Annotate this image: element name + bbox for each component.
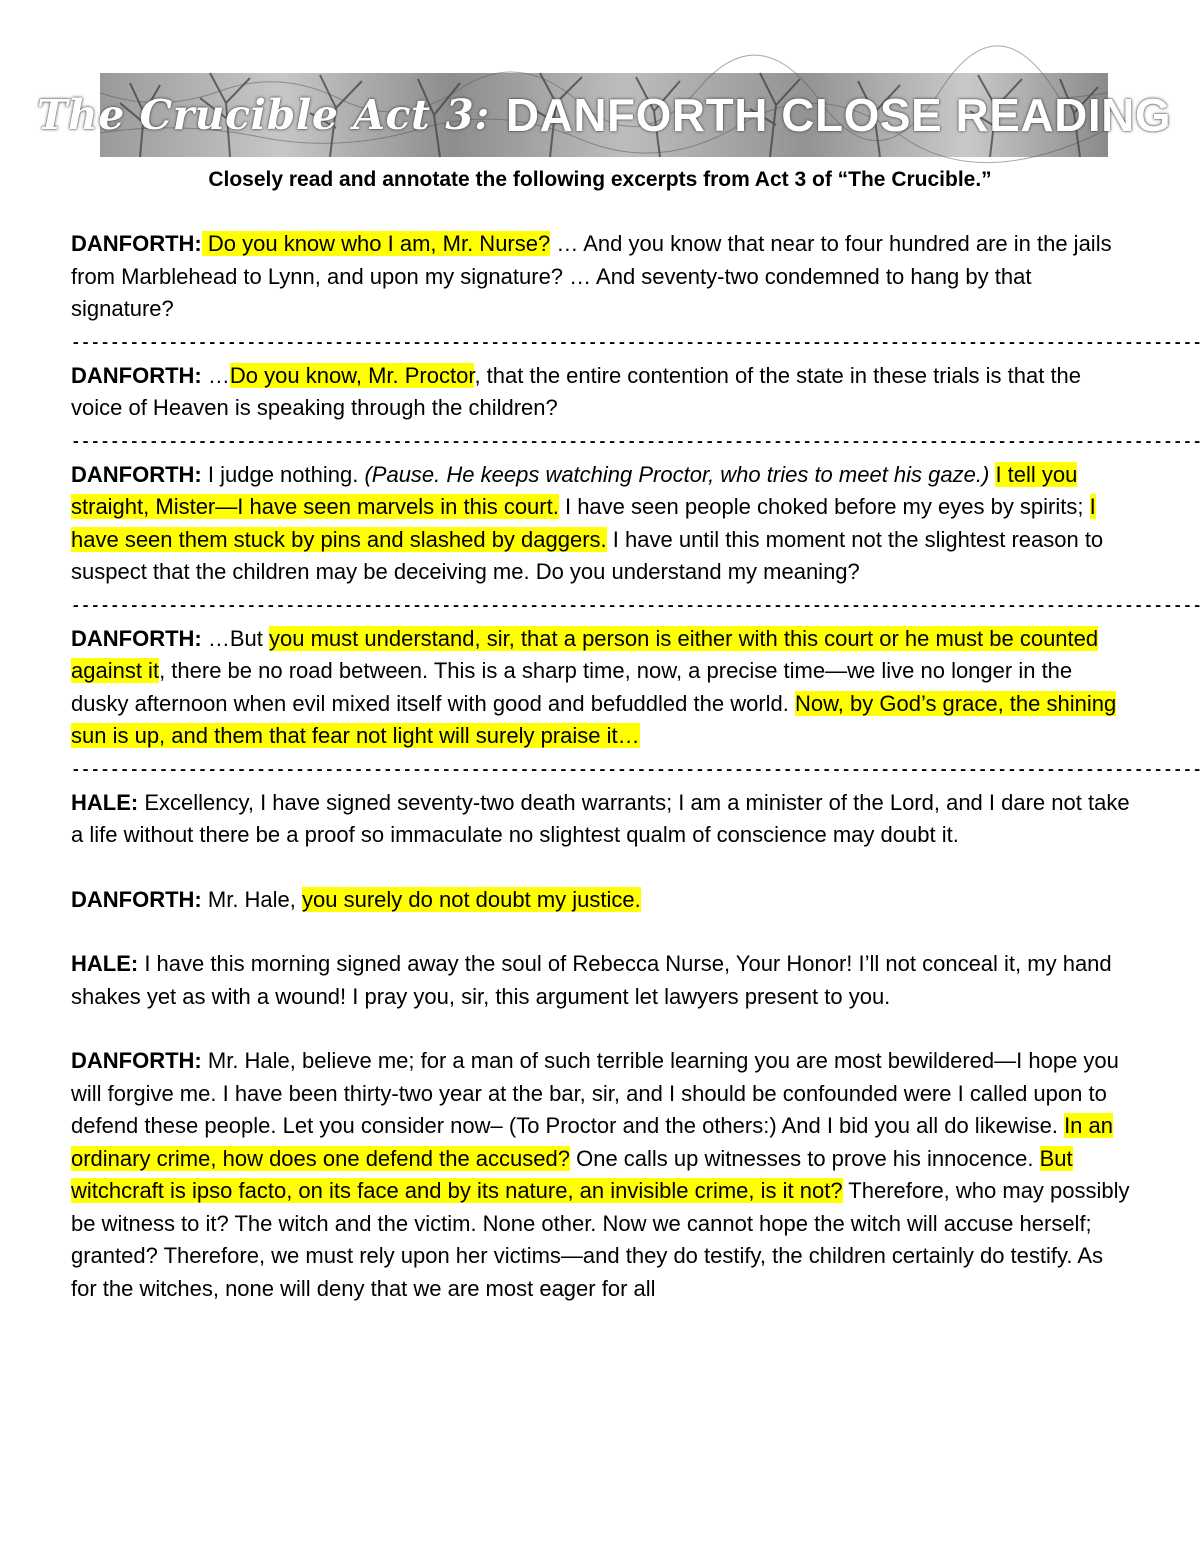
excerpt-paragraph [71, 787, 1133, 852]
banner-title [36, 73, 1172, 157]
highlighted-text: Do you know who I am, Mr. Nurse? [201, 231, 551, 256]
dashed-separator: -------------------------------------------------------------------------------------------------------------------- [71, 333, 1202, 352]
excerpt-text: I have until this moment not the slightest reason to suspect that the children may be deceiving me. Do you understand my meaning? [71, 526, 1104, 584]
highlighted-text: Do you know, Mr. Proctor [229, 362, 475, 388]
speaker-name: DANFORTH: [71, 362, 202, 388]
excerpt-text: I judge nothing. [201, 461, 365, 487]
highlighted-text: I have seen them stuck by pins and slashed by daggers. [71, 494, 1096, 552]
banner-bold-title: DANFORTH CLOSE READING [505, 89, 1172, 141]
excerpt-text: One calls up witnesses to prove his innocence. [569, 1145, 1040, 1171]
excerpt-text: , that the entire contention of the state in these trials is that the voice of Heaven is speaking through the children? [71, 362, 1082, 420]
title-banner [36, 73, 1172, 157]
speaker-name: DANFORTH: [71, 625, 202, 651]
dashed-separator: -------------------------------------------------------------------------------------------------------------------- [71, 760, 1202, 779]
excerpt-text: I have this morning signed away the soul of Rebecca Nurse, Your Honor! I’ll not conceal it, my hand shakes yet as with a wound! I pray you, sir, this argument let lawyers present to you. [71, 951, 1112, 1009]
excerpt-text: Excellency, I have signed seventy-two death warrants; I am a minister of the Lord, and I dare not take a life without there be a proof so immaculate no slightest qualm of conscience may doubt it. [71, 789, 1130, 847]
excerpt-paragraph [71, 1045, 1133, 1305]
banner-script-title: The Crucible Act 3: [36, 91, 490, 139]
excerpt-text: … [201, 362, 230, 388]
highlighted-text: I tell you straight, Mister—I have seen marvels in this court. [71, 461, 1078, 519]
dashed-separator: -------------------------------------------------------------------------------------------------------------------- [71, 432, 1202, 451]
excerpt-paragraph [71, 228, 1133, 326]
excerpt-text: … And you know that near to four hundred are in the jails from Marblehead to Lynn, and upon my signature? … And seventy-two condemned to hang by that signature? [71, 231, 1112, 321]
speaker-name: HALE: [71, 951, 139, 976]
excerpt-text: , there be no road between. This is a sharp time, now, a precise time—we live no longer in the dusky afternoon when evil mixed itself with good and befuddled the world. [71, 658, 1073, 716]
excerpt-text: I have seen people choked before my eyes by spirits; [558, 494, 1090, 519]
excerpt-text: Therefore, who may possibly be witness to it? The witch and the victim. None other. Now we cannot hope the witch will accuse herself; granted? Therefore, we must rely upon her victims—and they do testify, the children certainly do testify. As for the witches, none will deny that we are most eager for all [71, 1178, 1130, 1301]
excerpt-text: Mr. Hale, believe me; for a man of such terrible learning you are most bewildered—I hope you will forgive me. I have been thirty-two year at the bar, sir, and I should be confounded were I called upon to defend these people. Let you consider now– (To Proctor and the others:) And I bid you all do likewise. [71, 1048, 1119, 1138]
highlighted-text: Now, by God’s grace, the shining sun is up, and them that fear not light will surely praise it… [71, 690, 1117, 748]
excerpt-paragraph [71, 948, 1133, 1013]
excerpt-text: …But [201, 625, 270, 651]
excerpt-paragraph [71, 623, 1133, 753]
highlighted-text: But witchcraft is ipso facto, on its face and by its nature, an invisible crime, is it not? [71, 1145, 1073, 1203]
excerpt-paragraph [71, 459, 1133, 589]
highlighted-text: In an ordinary crime, how does one defend the accused? [71, 1113, 1113, 1171]
speaker-name: DANFORTH: [71, 231, 202, 256]
speaker-name: DANFORTH: [71, 1048, 202, 1073]
highlighted-text: you must understand, sir, that a person is either with this court or he must be counted against it [71, 625, 1099, 683]
excerpt-paragraph [71, 360, 1133, 425]
excerpt-text: Mr. Hale, [201, 886, 303, 912]
dashed-separator: -------------------------------------------------------------------------------------------------------------------- [71, 596, 1202, 615]
speaker-name: DANFORTH: [71, 886, 202, 912]
speaker-name: HALE: [71, 789, 139, 815]
stage-direction: (Pause. He keeps watching Proctor, who tries to meet his gaze.) [364, 461, 990, 487]
speaker-name: DANFORTH: [71, 461, 202, 487]
instructions-subtitle: Closely read and annotate the following excerpts from Act 3 of “The Crucible.” [208, 168, 992, 191]
highlighted-text: you surely do not doubt my justice. [302, 886, 641, 912]
excerpts [71, 228, 1202, 1305]
excerpt-paragraph [71, 884, 1133, 917]
